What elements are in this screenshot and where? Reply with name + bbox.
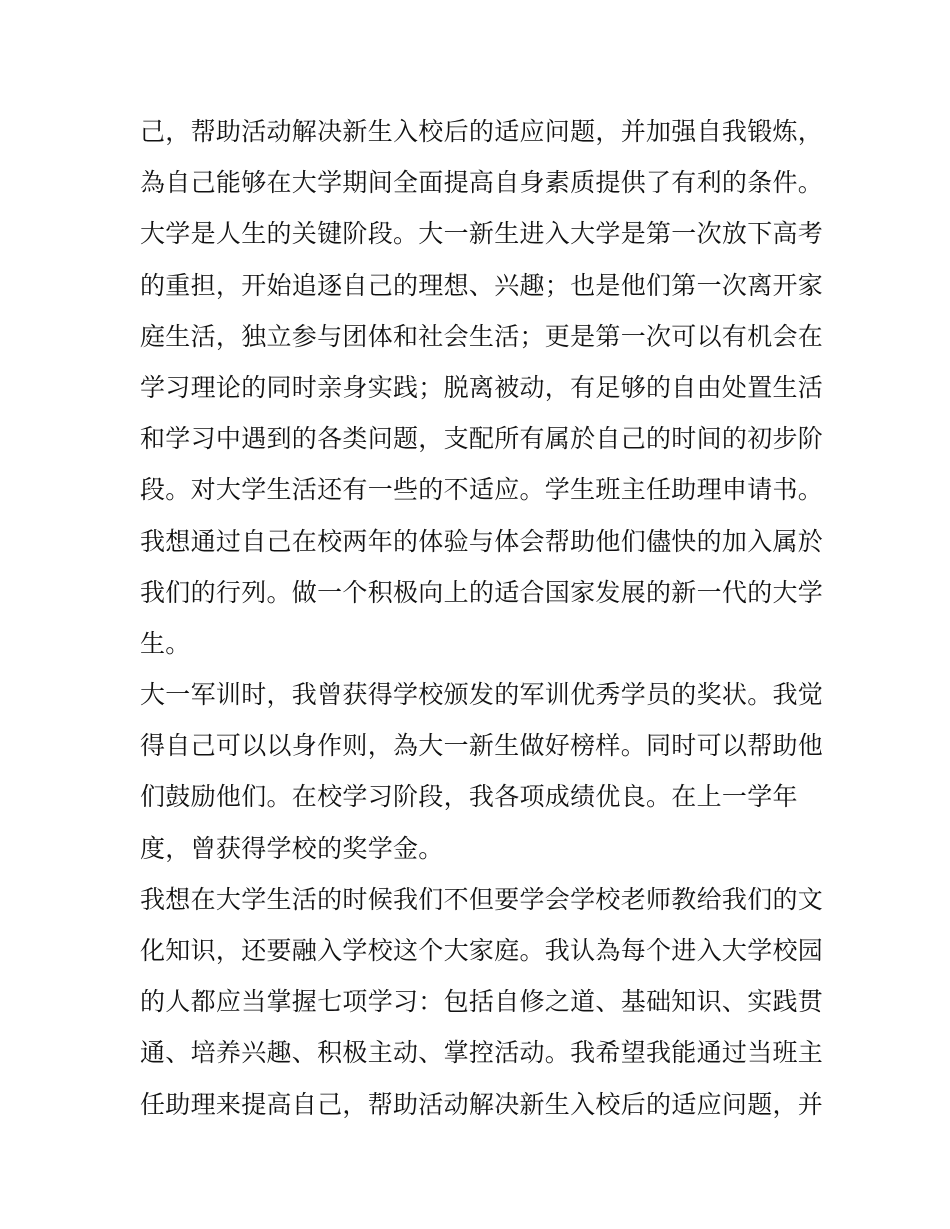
text-line: 為自己能够在大学期间全面提高自身素质提供了有利的条件。 <box>140 168 824 198</box>
text-line: 大一军训时，我曾获得学校颁发的军训优秀学员的奖状。我觉 <box>140 680 824 710</box>
text-line: 己，帮助活动解决新生入校后的适应问题，并加强自我锻炼， <box>140 117 824 146</box>
text-line: 我想通过自己在校两年的体验与体会帮助他们儘快的加入属於 <box>140 526 824 556</box>
text-line: 得自己可以以身作则，為大一新生做好榜样。同时可以帮助他 <box>140 731 824 761</box>
text-line: 学习理论的同时亲身实践；脱离被动，有足够的自由处置生活 <box>140 372 824 402</box>
text-line: 生。 <box>140 628 191 658</box>
text-line: 度，曾获得学校的奖学金。 <box>140 833 444 863</box>
document-body <box>140 106 824 1130</box>
text-line: 通、培养兴趣、积极主动、掌控活动。我希望我能通过当班主 <box>140 1038 824 1068</box>
text-line: 我想在大学生活的时候我们不但要学会学校老师教给我们的文 <box>140 884 824 914</box>
text-line: 的人都应当掌握七项学习：包括自修之道、基础知识、实践贯 <box>140 987 824 1017</box>
text-line: 和学习中遇到的各类问题，支配所有属於自己的时间的初步阶 <box>140 424 824 454</box>
text-line: 化知识，还要融入学校这个大家庭。我认為每个进入大学校园 <box>140 936 824 965</box>
text-line: 任助理来提高自己，帮助活动解决新生入校后的适应问题，并 <box>140 1089 824 1119</box>
text-line: 的重担，开始追逐自己的理想、兴趣；也是他们第一次离开家 <box>140 270 824 300</box>
text-line: 我们的行列。做一个积极向上的适合国家发展的新一代的大学 <box>140 577 824 607</box>
text-line: 庭生活，独立参与团体和社会生活；更是第一次可以有机会在 <box>140 321 824 351</box>
text-line: 大学是人生的关键阶段。大一新生进入大学是第一次放下高考 <box>140 219 824 249</box>
text-line: 段。对大学生活还有一些的不适应。学生班主任助理申请书。 <box>140 475 824 505</box>
text-line: 们鼓励他们。在校学习阶段，我各项成绩优良。在上一学年 <box>140 782 798 812</box>
